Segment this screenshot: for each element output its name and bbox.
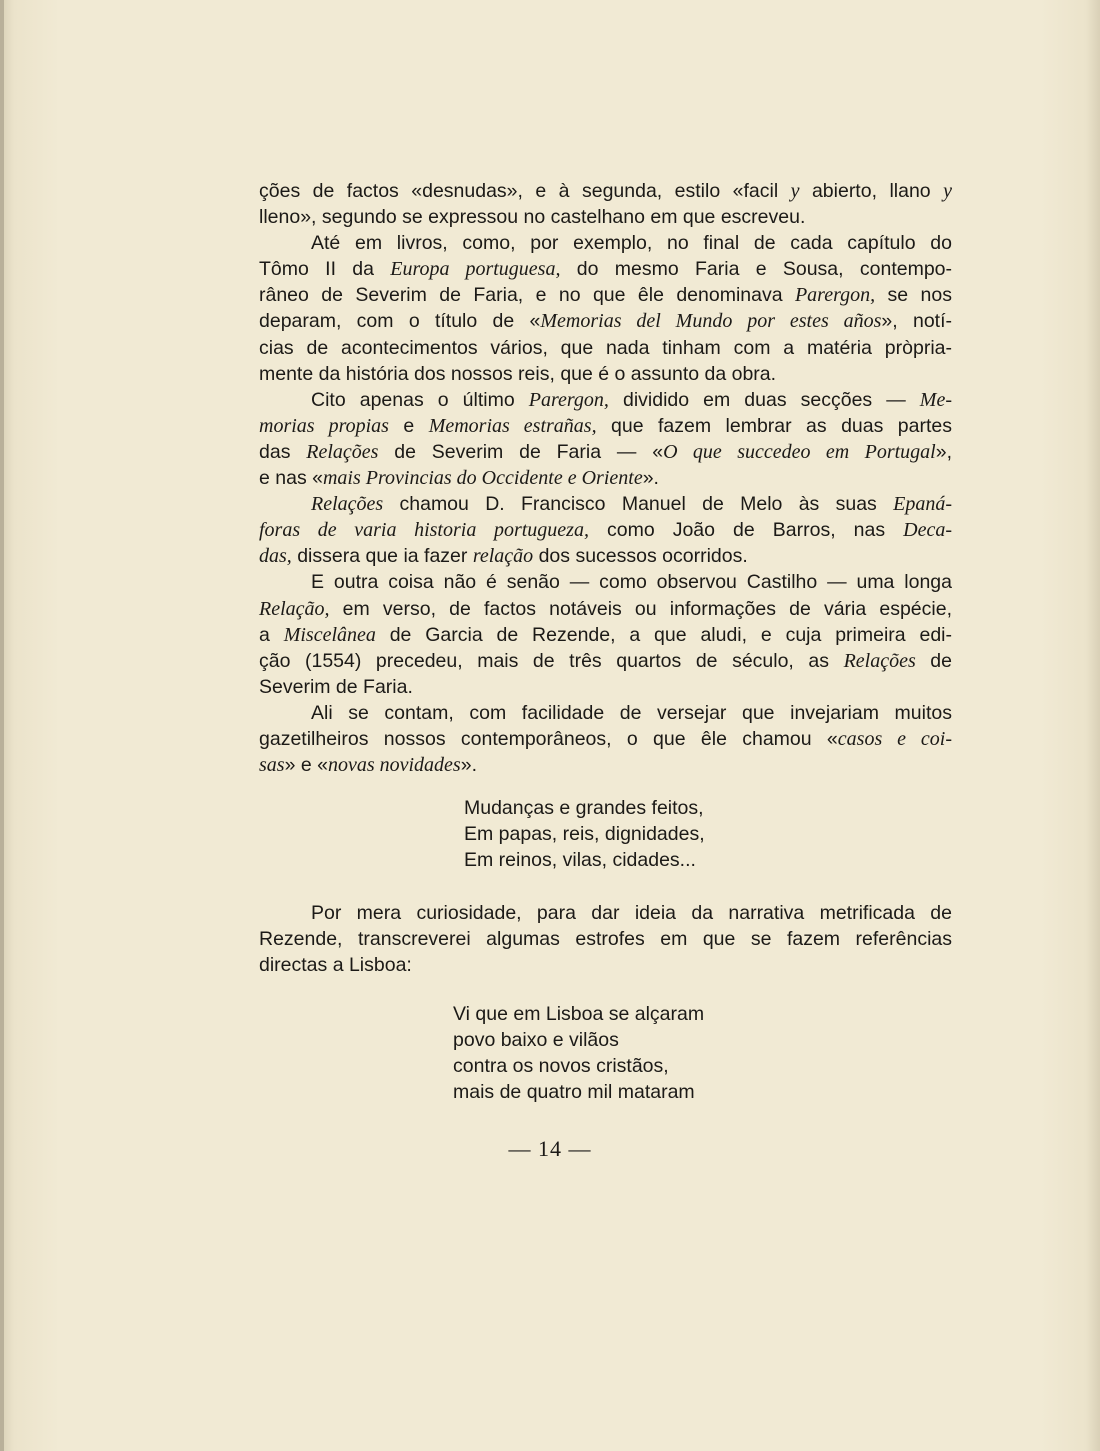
body-text [259, 178, 952, 778]
body-line: ção (1554) precedeu, mais de três quartos de século, as Relações de [259, 649, 952, 672]
body-line: Até em livros, como, por exemplo, no final de cada capítulo do [311, 232, 952, 255]
italic-text: foras de varia historia portugueza, [259, 519, 589, 542]
body-line: sas» e «novas novidades». [259, 754, 477, 777]
paragraph-line: Por mera curiosidade, para dar ideia da narrativa metrificada de [311, 902, 952, 924]
italic-text: Memorias del Mundo por estes años [540, 310, 882, 333]
body-line: das, dissera que ia fazer relação dos sucessos ocorridos. [259, 545, 748, 568]
body-line: foras de varia historia portugueza, como João de Barros, nas Deca- [259, 519, 952, 542]
verse-line: mais de quatro mil mataram [453, 1081, 695, 1103]
italic-text: Miscelânea [283, 623, 376, 646]
page-number: — 14 — [508, 1136, 592, 1161]
body-line: Relação, em verso, de factos notáveis ou informações de vária espécie, [259, 597, 952, 620]
body-line: deparam, com o título de «Memorias del Mundo por estes años», notí- [259, 310, 953, 333]
body-line: E outra coisa não é senão — como observou Castilho — uma longa [311, 571, 952, 594]
italic-text: sas [259, 754, 285, 777]
italic-text: mais Provincias do Occidente e Oriente [322, 467, 643, 490]
italic-text: Epaná- [893, 493, 952, 516]
verse-line: povo baixo e vilãos [453, 1029, 619, 1051]
paragraph-line: Rezende, transcreverei algumas estrofes em que se fazem referências [259, 928, 952, 950]
italic-text: casos e coi- [837, 727, 952, 750]
italic-text: das, [259, 545, 292, 568]
verse-line: Em reinos, vilas, cidades... [464, 849, 696, 871]
body-line: cias de acontecimentos vários, que nada tinham com a matéria pròpria- [259, 336, 952, 359]
body-line: das Relações de Severim de Faria — «O que succedeo em Portugal», [259, 440, 952, 463]
body-line: Cito apenas o último Parergon, dividido em duas secções — Me- [311, 388, 952, 411]
italic-text: novas novidades [327, 754, 461, 777]
italic-text: Me- [919, 388, 952, 411]
italic-text: Memorias estrañas, [428, 414, 597, 437]
italic-text: O que succedeo em Portugal [663, 440, 936, 463]
italic-text: Parergon, [528, 388, 609, 411]
italic-text: y [790, 180, 800, 202]
paragraph-line: directas a Lisboa: [259, 954, 412, 976]
italic-text: Relações [311, 493, 384, 516]
verse-line: Vi que em Lisboa se alçaram [453, 1003, 705, 1025]
italic-text: y [943, 180, 952, 202]
body-line: râneo de Severim de Faria, e no que êle denominava Parergon, se nos [259, 284, 952, 307]
italic-text: Europa portuguesa, [390, 258, 561, 281]
body-line: morias propias e Memorias estrañas, que fazem lembrar as duas partes [259, 414, 952, 437]
body-line: Severim de Faria. [259, 675, 413, 698]
paragraph-rezende [259, 900, 952, 978]
verse-line: contra os novos cristãos, [453, 1055, 669, 1077]
page-edge [0, 0, 4, 1451]
body-line: Tômo II da Europa portuguesa, do mesmo Faria e Sousa, contempo- [259, 258, 953, 281]
italic-text: Relações [843, 649, 916, 672]
italic-text: Relações [306, 440, 379, 463]
body-line: a Miscelânea de Garcia de Rezende, a que aludi, e cuja primeira edi- [259, 623, 952, 646]
italic-text: morias propias [259, 414, 389, 437]
verse-quote-1 [464, 795, 705, 873]
verse-line: Em papas, reis, dignidades, [464, 823, 705, 845]
verse-line: Mudanças e grandes feitos, [464, 797, 704, 819]
body-line: gazetilheiros nossos contemporâneos, o que êle chamou «casos e coi- [259, 727, 952, 750]
italic-text: Relação, [259, 597, 330, 620]
body-line: mente da história dos nossos reis, que é o assunto da obra. [259, 362, 777, 385]
body-line: e nas «mais Provincias do Occidente e Oriente». [259, 467, 659, 490]
verse-quote-2 [453, 1001, 704, 1105]
italic-text: Deca- [903, 519, 952, 542]
body-line: lleno», segundo se expressou no castelhano em que escreveu. [259, 206, 806, 229]
italic-text: Parergon, [794, 284, 876, 307]
body-line: Ali se contam, com facilidade de versejar que invejariam muitos [311, 701, 952, 724]
body-line: ções de factos «desnudas», e à segunda, estilo «facil y abierto, llano y [259, 180, 952, 202]
italic-text: relação [472, 545, 534, 568]
body-line: Relações chamou D. Francisco Manuel de Melo às suas Epaná- [311, 493, 952, 516]
